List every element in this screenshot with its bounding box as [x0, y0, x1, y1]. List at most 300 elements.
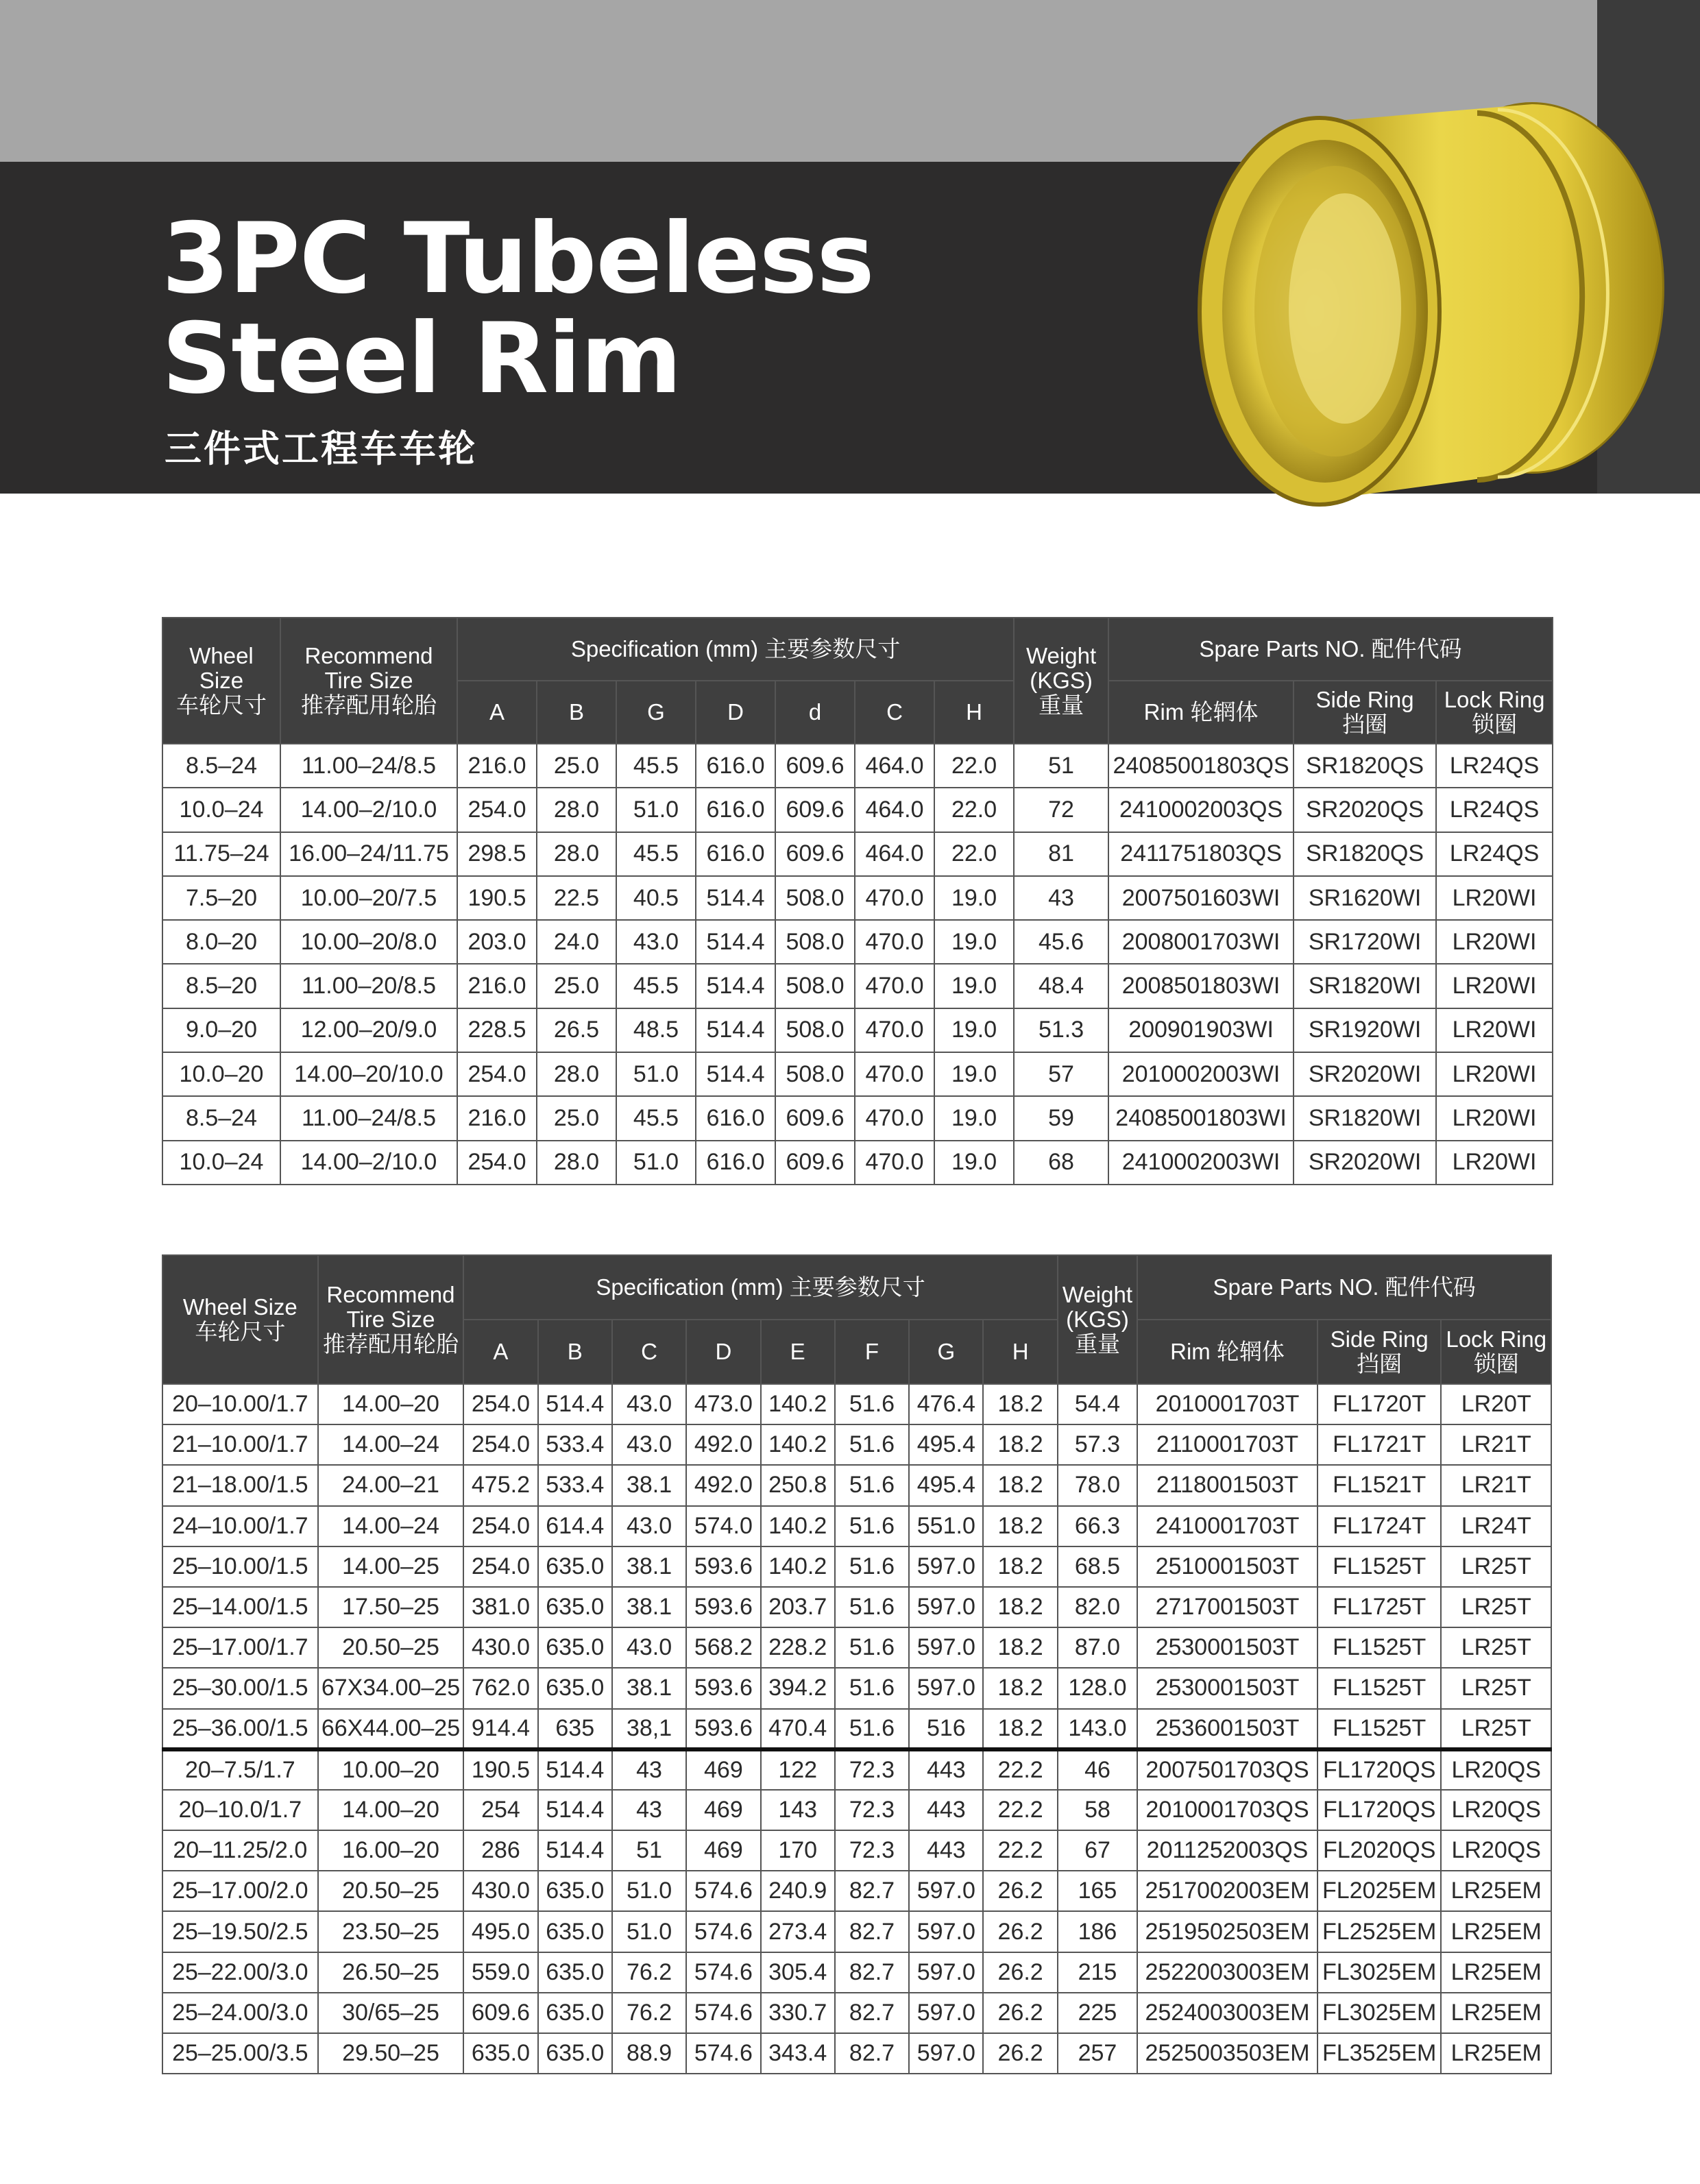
table-cell: 476.4 — [909, 1384, 983, 1424]
table-cell: LR24QS — [1436, 832, 1553, 876]
table-cell: 25–36.00/1.5 — [162, 1709, 318, 1749]
table-cell: 51.0 — [616, 1141, 696, 1185]
table-cell: 25–10.00/1.5 — [162, 1546, 318, 1587]
table-cell: 2522003003EM — [1137, 1952, 1318, 1993]
table-cell: 68.5 — [1058, 1546, 1137, 1587]
table-cell: 43.0 — [612, 1506, 686, 1546]
table-cell: FL2525EM — [1318, 1911, 1442, 1952]
table-cell: 140.2 — [761, 1424, 835, 1465]
col-spec-d-lower: d — [775, 681, 855, 744]
table-cell: 609.6 — [775, 1096, 855, 1140]
table-cell: 51.3 — [1014, 1008, 1108, 1052]
table-row — [162, 1506, 1551, 1546]
table-cell: 430.0 — [463, 1627, 537, 1668]
table-cell: 2411751803QS — [1108, 832, 1294, 876]
table-cell: 25.0 — [537, 964, 616, 1008]
table-row — [162, 1141, 1553, 1185]
header-text-cn: 挡圈 — [1357, 1351, 1402, 1376]
table-cell: 18.2 — [983, 1668, 1057, 1708]
table-cell: 574.0 — [686, 1506, 760, 1546]
table-cell: SR1820WI — [1294, 964, 1436, 1008]
table-cell: 254.0 — [463, 1506, 537, 1546]
table-cell: 26.2 — [983, 1993, 1057, 2033]
spec-table-2 — [162, 1254, 1552, 2074]
table-cell: 59 — [1014, 1096, 1108, 1140]
table-cell: SR2020WI — [1294, 1141, 1436, 1185]
header-text: Recommend — [326, 1282, 455, 1307]
table-cell: 470.0 — [855, 1052, 934, 1096]
table-cell: 38,1 — [612, 1709, 686, 1749]
table-cell: 67X34.00–25 — [318, 1668, 464, 1708]
table-cell: 508.0 — [775, 964, 855, 1008]
table-cell: 128.0 — [1058, 1668, 1137, 1708]
table-cell: 514.4 — [696, 964, 775, 1008]
table-cell: 51.6 — [835, 1424, 909, 1465]
header-text: (KGS) — [1030, 668, 1093, 693]
table-cell: 616.0 — [696, 832, 775, 876]
table-cell: 597.0 — [909, 1668, 983, 1708]
table-cell: 574.6 — [686, 1911, 760, 1952]
table-cell: SR1620WI — [1294, 876, 1436, 920]
table-cell: 190.5 — [457, 876, 537, 920]
table-cell: 51.6 — [835, 1546, 909, 1587]
table-cell: 469 — [686, 1749, 760, 1790]
table-cell: LR25EM — [1441, 1911, 1551, 1952]
table-cell: FL3525EM — [1318, 2033, 1442, 2074]
table-cell: 88.9 — [612, 2033, 686, 2074]
table-cell: 559.0 — [463, 1952, 537, 1993]
table-cell: 22.5 — [537, 876, 616, 920]
table-cell: 508.0 — [775, 1008, 855, 1052]
col-spec-h: H — [934, 681, 1014, 744]
col-spec-g: G — [616, 681, 696, 744]
table-cell: 45.5 — [616, 744, 696, 788]
table-cell: 597.0 — [909, 1993, 983, 2033]
table-cell: 443 — [909, 1749, 983, 1790]
header-text: Weight — [1026, 643, 1097, 668]
table-cell: 551.0 — [909, 1506, 983, 1546]
table-cell: 470.4 — [761, 1709, 835, 1749]
table-cell: 28.0 — [537, 788, 616, 832]
table-cell: 2525003503EM — [1137, 2033, 1318, 2074]
table-cell: LR25EM — [1441, 1993, 1551, 2033]
table-cell: 140.2 — [761, 1384, 835, 1424]
table-cell: 51.6 — [835, 1384, 909, 1424]
table-cell: 25–22.00/3.0 — [162, 1952, 318, 1993]
table-cell: 18.2 — [983, 1627, 1057, 1668]
table-cell: 495.4 — [909, 1424, 983, 1465]
table-cell: 254.0 — [463, 1384, 537, 1424]
table-cell: 228.5 — [457, 1008, 537, 1052]
table-cell: 2410001703T — [1137, 1506, 1318, 1546]
table-cell: 29.50–25 — [318, 2033, 464, 2074]
header-text: Size — [199, 668, 244, 693]
table-cell: 568.2 — [686, 1627, 760, 1668]
table-cell: 2517002003EM — [1137, 1871, 1318, 1911]
table-cell: 24–10.00/1.7 — [162, 1506, 318, 1546]
table-cell: 430.0 — [463, 1871, 537, 1911]
table-cell: 38.1 — [612, 1668, 686, 1708]
table-cell: 20–11.25/2.0 — [162, 1830, 318, 1871]
table-cell: 635.0 — [538, 1871, 612, 1911]
table-cell: 81 — [1014, 832, 1108, 876]
header-text: (KGS) — [1066, 1307, 1129, 1332]
table-cell: 2530001503T — [1137, 1668, 1318, 1708]
table-cell: 21–18.00/1.5 — [162, 1465, 318, 1505]
table-cell: 82.7 — [835, 1952, 909, 1993]
table-cell: 25–14.00/1.5 — [162, 1587, 318, 1627]
col-spec-e: E — [761, 1320, 835, 1384]
table-cell: 514.4 — [696, 876, 775, 920]
table-row — [162, 2033, 1551, 2074]
table-cell: 495.4 — [909, 1465, 983, 1505]
table-row — [162, 788, 1553, 832]
table-cell: 51.6 — [835, 1709, 909, 1749]
header-text: Side Ring — [1315, 687, 1414, 712]
table-cell: 26.2 — [983, 1911, 1057, 1952]
header-text: Lock Ring — [1444, 687, 1545, 712]
header-text-cn: 锁圈 — [1473, 1351, 1519, 1376]
table-cell: FL1720T — [1318, 1384, 1442, 1424]
col-weight — [1058, 1255, 1137, 1384]
col-group-spare-parts: Spare Parts NO. 配件代码 — [1137, 1255, 1551, 1320]
table-cell: 26.2 — [983, 1952, 1057, 1993]
table-cell: 22.2 — [983, 1749, 1057, 1790]
table-cell: 23.50–25 — [318, 1911, 464, 1952]
table-cell: 11.00–24/8.5 — [280, 1096, 457, 1140]
table-cell: 443 — [909, 1790, 983, 1830]
table-cell: 21–10.00/1.7 — [162, 1424, 318, 1465]
table-cell: 18.2 — [983, 1587, 1057, 1627]
table-cell: 2519502503EM — [1137, 1911, 1318, 1952]
col-group-spare-parts: Spare Parts NO. 配件代码 — [1108, 618, 1553, 681]
table-cell: 469 — [686, 1830, 760, 1871]
table-cell: 574.6 — [686, 1993, 760, 2033]
table-cell: 25–19.50/2.5 — [162, 1911, 318, 1952]
table-cell: 28.0 — [537, 1052, 616, 1096]
table-row — [162, 1871, 1551, 1911]
table-cell: 614.4 — [538, 1506, 612, 1546]
table-cell: 200901903WI — [1108, 1008, 1294, 1052]
table-cell: 18.2 — [983, 1424, 1057, 1465]
table-cell: 20–7.5/1.7 — [162, 1749, 318, 1790]
table-cell: 10.0–20 — [162, 1052, 280, 1096]
table-cell: 2110001703T — [1137, 1424, 1318, 1465]
table-cell: 22.0 — [934, 788, 1014, 832]
table-row — [162, 1790, 1551, 1830]
table-cell: 597.0 — [909, 1871, 983, 1911]
table-cell: 254.0 — [457, 788, 537, 832]
table-cell: 2536001503T — [1137, 1709, 1318, 1749]
table-cell: 30/65–25 — [318, 1993, 464, 2033]
table-cell: LR24T — [1441, 1506, 1551, 1546]
table-cell: SR1820QS — [1294, 832, 1436, 876]
table-cell: 298.5 — [457, 832, 537, 876]
table-cell: 140.2 — [761, 1506, 835, 1546]
table-cell: 2010001703QS — [1137, 1790, 1318, 1830]
table-cell: 51.0 — [612, 1911, 686, 1952]
table-cell: LR25T — [1441, 1627, 1551, 1668]
header-text-cn: 挡圈 — [1342, 712, 1388, 737]
table-cell: 8.5–20 — [162, 964, 280, 1008]
table-row — [162, 964, 1553, 1008]
table-cell: 26.2 — [983, 1871, 1057, 1911]
table-cell: 469 — [686, 1790, 760, 1830]
table-cell: 58 — [1058, 1790, 1137, 1830]
table-cell: 394.2 — [761, 1668, 835, 1708]
table-cell: 82.7 — [835, 1911, 909, 1952]
table-cell: 635.0 — [538, 1993, 612, 2033]
col-spec-g: G — [909, 1320, 983, 1384]
table-cell: 597.0 — [909, 1546, 983, 1587]
table-cell: 2717001503T — [1137, 1587, 1318, 1627]
table-cell: 470.0 — [855, 1008, 934, 1052]
table-cell: 43 — [1014, 876, 1108, 920]
table-cell: 19.0 — [934, 1052, 1014, 1096]
table-cell: LR20WI — [1436, 964, 1553, 1008]
table-cell: LR24QS — [1436, 744, 1553, 788]
table-cell: 635.0 — [538, 1911, 612, 1952]
table-cell: 635.0 — [538, 1587, 612, 1627]
table-row — [162, 1424, 1551, 1465]
table-row — [162, 920, 1553, 964]
table-cell: FL1721T — [1318, 1424, 1442, 1465]
table-cell: 2530001503T — [1137, 1627, 1318, 1668]
header-text-cn: 重量 — [1074, 1331, 1120, 1357]
table-cell: LR20WI — [1436, 1141, 1553, 1185]
table-row — [162, 1993, 1551, 2033]
table-cell: 45.5 — [616, 832, 696, 876]
header-text-cn: 车轮尺寸 — [195, 1319, 286, 1344]
table-cell: LR25T — [1441, 1587, 1551, 1627]
table-cell: 473.0 — [686, 1384, 760, 1424]
table-row — [162, 1384, 1551, 1424]
table-cell: 20–10.00/1.7 — [162, 1384, 318, 1424]
table-cell: 76.2 — [612, 1952, 686, 1993]
table-cell: SR1720WI — [1294, 920, 1436, 964]
table-cell: 24085001803WI — [1108, 1096, 1294, 1140]
table-cell: 43.0 — [616, 920, 696, 964]
table-cell: 635.0 — [538, 1627, 612, 1668]
table-cell: 57 — [1014, 1052, 1108, 1096]
table-cell: 26.5 — [537, 1008, 616, 1052]
col-spec-c: C — [612, 1320, 686, 1384]
table-cell: 38.1 — [612, 1465, 686, 1505]
table-cell: FL1720QS — [1318, 1749, 1442, 1790]
table-cell: 254 — [463, 1790, 537, 1830]
table-cell: 8.5–24 — [162, 1096, 280, 1140]
table-cell: 616.0 — [696, 744, 775, 788]
col-spec-d-upper: D — [696, 681, 775, 744]
table-cell: 43.0 — [612, 1384, 686, 1424]
table-cell: 68 — [1014, 1141, 1108, 1185]
table-cell: 2410002003QS — [1108, 788, 1294, 832]
table-cell: 25–24.00/3.0 — [162, 1993, 318, 2033]
table-cell: 574.6 — [686, 1952, 760, 1993]
table-row — [162, 832, 1553, 876]
col-group-specification: Specification (mm) 主要参数尺寸 — [457, 618, 1014, 681]
table-row — [162, 1830, 1551, 1871]
table-row — [162, 1709, 1551, 1749]
table-cell: 8.0–20 — [162, 920, 280, 964]
table-cell: SR2020WI — [1294, 1052, 1436, 1096]
table-cell: 38.1 — [612, 1587, 686, 1627]
table-cell: 470.0 — [855, 1096, 934, 1140]
table-cell: 12.00–20/9.0 — [280, 1008, 457, 1052]
table-cell: 51.0 — [616, 788, 696, 832]
table-cell: 10.00–20/8.0 — [280, 920, 457, 964]
table-cell: 10.00–20/7.5 — [280, 876, 457, 920]
col-wheel-size — [162, 1255, 318, 1384]
table-cell: 470.0 — [855, 1141, 934, 1185]
table-cell: LR25T — [1441, 1546, 1551, 1587]
table-cell: 616.0 — [696, 1141, 775, 1185]
header-text-cn: 推荐配用轮胎 — [301, 692, 437, 718]
table-cell: 10.00–20 — [318, 1749, 464, 1790]
col-spec-b: B — [537, 681, 616, 744]
table-cell: 51.6 — [835, 1587, 909, 1627]
table-cell: 762.0 — [463, 1668, 537, 1708]
col-spec-h: H — [983, 1320, 1057, 1384]
table-cell: 51.6 — [835, 1627, 909, 1668]
col-side-ring — [1318, 1320, 1442, 1384]
table-cell: 2007501703QS — [1137, 1749, 1318, 1790]
table-cell: 25–25.00/3.5 — [162, 2033, 318, 2074]
table-cell: 51 — [1014, 744, 1108, 788]
table-cell: 16.00–24/11.75 — [280, 832, 457, 876]
table-cell: 24.00–21 — [318, 1465, 464, 1505]
header-text: Recommend — [304, 643, 433, 668]
table-cell: 470.0 — [855, 964, 934, 1008]
table-cell: LR20WI — [1436, 876, 1553, 920]
table-cell: FL2025EM — [1318, 1871, 1442, 1911]
table-cell: FL1525T — [1318, 1546, 1442, 1587]
table-cell: 533.4 — [538, 1465, 612, 1505]
table-cell: 10.0–24 — [162, 1141, 280, 1185]
col-rim: Rim 轮辋体 — [1108, 681, 1294, 744]
yellow-steel-rim-icon — [1165, 62, 1686, 528]
table-cell: 597.0 — [909, 1587, 983, 1627]
table-cell: LR25T — [1441, 1709, 1551, 1749]
table-row — [162, 876, 1553, 920]
table-cell: 122 — [761, 1749, 835, 1790]
table-row — [162, 1749, 1551, 1790]
table-cell: 7.5–20 — [162, 876, 280, 920]
table-cell: 203.7 — [761, 1587, 835, 1627]
table-cell: 14.00–25 — [318, 1546, 464, 1587]
table-cell: 25.0 — [537, 1096, 616, 1140]
table-cell: 609.6 — [775, 788, 855, 832]
table-cell: 82.7 — [835, 1871, 909, 1911]
table-cell: 2011252003QS — [1137, 1830, 1318, 1871]
table-cell: 51.0 — [612, 1871, 686, 1911]
table-cell: FL1720QS — [1318, 1790, 1442, 1830]
table-cell: 43 — [612, 1749, 686, 1790]
table-cell: 20.50–25 — [318, 1627, 464, 1668]
table-cell: 593.6 — [686, 1668, 760, 1708]
col-spec-b: B — [538, 1320, 612, 1384]
table-cell: LR20WI — [1436, 1008, 1553, 1052]
table-cell: 72.3 — [835, 1749, 909, 1790]
table-cell: 72.3 — [835, 1830, 909, 1871]
table-cell: 464.0 — [855, 788, 934, 832]
table-cell: 82.7 — [835, 2033, 909, 2074]
table-cell: 574.6 — [686, 2033, 760, 2074]
table-row — [162, 1546, 1551, 1587]
table-cell: 11.75–24 — [162, 832, 280, 876]
table-cell: LR25EM — [1441, 2033, 1551, 2074]
table-cell: 609.6 — [463, 1993, 537, 2033]
table-cell: 2007501603WI — [1108, 876, 1294, 920]
col-spec-a: A — [457, 681, 537, 744]
table-cell: 22.2 — [983, 1790, 1057, 1830]
col-lock-ring — [1441, 1320, 1551, 1384]
table-cell: 66X44.00–25 — [318, 1709, 464, 1749]
table-cell: 514.4 — [696, 1008, 775, 1052]
table-row — [162, 744, 1553, 788]
table-cell: 10.0–24 — [162, 788, 280, 832]
table-cell: 19.0 — [934, 920, 1014, 964]
table-cell: 914.4 — [463, 1709, 537, 1749]
table-cell: LR20QS — [1441, 1790, 1551, 1830]
col-rim: Rim 轮辋体 — [1137, 1320, 1318, 1384]
header-text: Wheel Size — [182, 1294, 298, 1320]
table-cell: 45.6 — [1014, 920, 1108, 964]
table-cell: 82.7 — [835, 1993, 909, 2033]
table-cell: FL1525T — [1318, 1627, 1442, 1668]
table-cell: 170 — [761, 1830, 835, 1871]
table-cell: 516 — [909, 1709, 983, 1749]
table-cell: 25–30.00/1.5 — [162, 1668, 318, 1708]
table-row — [162, 1911, 1551, 1952]
table-cell: 57.3 — [1058, 1424, 1137, 1465]
table-cell: LR20WI — [1436, 1096, 1553, 1140]
table-cell: 514.4 — [696, 920, 775, 964]
table-cell: LR20QS — [1441, 1749, 1551, 1790]
table-cell: 8.5–24 — [162, 744, 280, 788]
header-text: Side Ring — [1330, 1326, 1429, 1352]
table-cell: SR1820QS — [1294, 744, 1436, 788]
table-cell: LR25T — [1441, 1668, 1551, 1708]
header-text-cn: 锁圈 — [1472, 712, 1518, 737]
table-cell: LR25EM — [1441, 1871, 1551, 1911]
col-tire-size — [280, 618, 457, 744]
table-cell: 514.4 — [696, 1052, 775, 1096]
table-cell: 14.00–2/10.0 — [280, 788, 457, 832]
table-cell: 616.0 — [696, 788, 775, 832]
page-subtitle-cn: 三件式工程车车轮 — [165, 427, 477, 470]
table-cell: 22.0 — [934, 744, 1014, 788]
table-cell: 635 — [538, 1709, 612, 1749]
table-cell: 45.5 — [616, 964, 696, 1008]
table-cell: 19.0 — [934, 876, 1014, 920]
table-cell: 2410002003WI — [1108, 1141, 1294, 1185]
table-cell: 19.0 — [934, 964, 1014, 1008]
table-cell: FL1724T — [1318, 1506, 1442, 1546]
table-cell: 17.50–25 — [318, 1587, 464, 1627]
table-cell: 464.0 — [855, 744, 934, 788]
header-text-cn: 推荐配用轮胎 — [322, 1331, 459, 1357]
table-cell: 216.0 — [457, 744, 537, 788]
table-cell: 14.00–20 — [318, 1384, 464, 1424]
table-cell: 26.2 — [983, 2033, 1057, 2074]
table-cell: 22.2 — [983, 1830, 1057, 1871]
table-cell: 25.0 — [537, 744, 616, 788]
table-cell: 51 — [612, 1830, 686, 1871]
table-cell: 14.00–20/10.0 — [280, 1052, 457, 1096]
table-cell: 51.6 — [835, 1668, 909, 1708]
table-cell: 254.0 — [463, 1546, 537, 1587]
